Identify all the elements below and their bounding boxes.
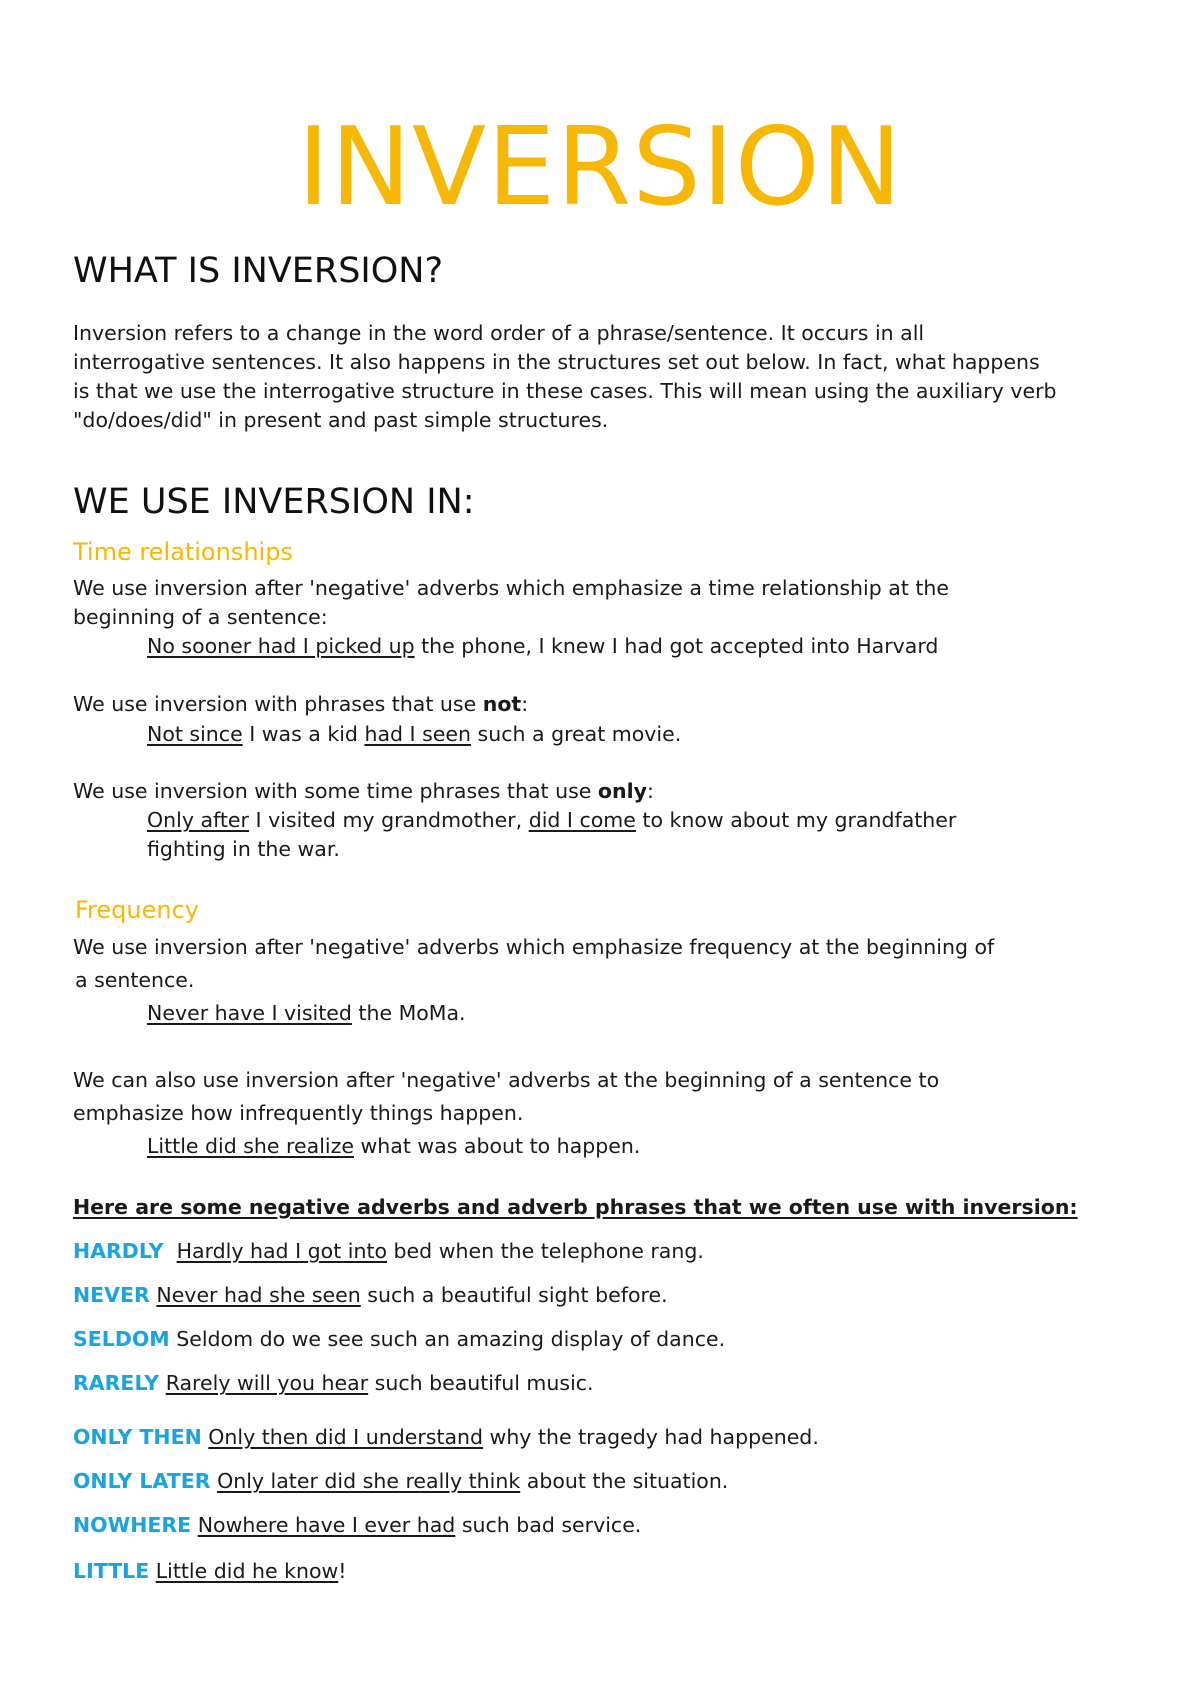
example-rest: such a great movie. xyxy=(471,722,682,746)
time-intro-line-1: We use inversion after 'negative' adverbs which emphasize a time relationship at the xyxy=(73,576,950,600)
freq-intro-line-1: We use inversion after 'negative' adverbs which emphasize frequency at the beginning of xyxy=(73,935,995,959)
inverted-phrase: did I come xyxy=(528,808,636,832)
not-keyword: not xyxy=(482,692,522,716)
adverb-row xyxy=(73,1237,704,1266)
inverted-phrase: Never had she seen xyxy=(156,1283,361,1307)
frequency-heading: Frequency xyxy=(75,896,199,924)
time-example-1 xyxy=(147,632,938,661)
inverted-phrase: Rarely will you hear xyxy=(165,1371,369,1395)
freq-example-2 xyxy=(147,1132,640,1161)
time-example-2 xyxy=(147,720,681,749)
example-rest: ! xyxy=(338,1559,347,1583)
freq-intro-line-2: a sentence. xyxy=(75,968,195,992)
time-example-3-line-2: fighting in the war. xyxy=(147,837,340,861)
only-intro xyxy=(73,777,654,806)
adverb-keyword: RARELY xyxy=(73,1371,160,1395)
inverted-phrase: Little did she realize xyxy=(147,1134,354,1158)
only-keyword: only xyxy=(597,779,647,803)
example-mid: I was a kid xyxy=(242,722,365,746)
adverb-keyword: ONLY LATER xyxy=(73,1469,211,1493)
example-rest: why the tragedy had happened. xyxy=(483,1425,819,1449)
adverb-row xyxy=(73,1423,819,1452)
only-intro-text: We use inversion with some time phrases that use xyxy=(73,779,598,803)
adverb-row xyxy=(73,1557,347,1586)
example-rest: about the situation. xyxy=(520,1469,729,1493)
example-rest: such beautiful music. xyxy=(368,1371,594,1395)
freq-example-1 xyxy=(147,999,466,1028)
adverb-separator xyxy=(164,1239,177,1263)
example-rest: to know about my grandfather xyxy=(635,808,957,832)
not-intro-text: We use inversion with phrases that use xyxy=(73,692,483,716)
inverted-phrase: Never have I visited xyxy=(147,1001,352,1025)
freq-intro2-line-2: emphasize how infrequently things happen. xyxy=(73,1101,524,1125)
inverted-phrase: No sooner had I picked up xyxy=(147,634,415,658)
adverb-keyword: NOWHERE xyxy=(73,1513,192,1537)
inverted-phrase: Only then did I understand xyxy=(208,1425,484,1449)
only-intro-colon: : xyxy=(646,779,654,803)
inverted-phrase: Not since xyxy=(147,722,243,746)
what-line-1: Inversion refers to a change in the word order of a phrase/sentence. It occurs in all xyxy=(73,321,925,345)
adverb-keyword: ONLY THEN xyxy=(73,1425,202,1449)
adverb-row xyxy=(73,1281,668,1310)
adverbs-heading: Here are some negative adverbs and adverb phrases that we often use with inversion: xyxy=(73,1195,1078,1219)
adverb-row xyxy=(73,1467,728,1496)
what-heading: WHAT IS INVERSION? xyxy=(73,251,444,291)
time-intro-line-2: beginning of a sentence: xyxy=(73,605,328,629)
example-rest: the MoMa. xyxy=(351,1001,466,1025)
example-rest: Seldom do we see such an amazing display of dance. xyxy=(176,1327,726,1351)
page-title: INVERSION xyxy=(297,105,903,230)
time-example-3 xyxy=(147,806,956,835)
what-line-4: "do/does/did" in present and past simple structures. xyxy=(73,408,609,432)
not-intro xyxy=(73,690,528,719)
inverted-phrase: Hardly had I got into xyxy=(176,1239,388,1263)
what-line-3: is that we use the interrogative structure in these cases. This will mean using the auxiliary verb xyxy=(73,379,1057,403)
example-rest: the phone, I knew I had got accepted into Harvard xyxy=(414,634,939,658)
not-intro-colon: : xyxy=(521,692,529,716)
inverted-phrase: Little did he know xyxy=(155,1559,339,1583)
use-heading: WE USE INVERSION IN: xyxy=(73,482,475,522)
inverted-phrase: Only after xyxy=(147,808,249,832)
example-rest: such bad service. xyxy=(455,1513,642,1537)
adverb-keyword: LITTLE xyxy=(73,1559,150,1583)
example-rest: bed when the telephone rang. xyxy=(387,1239,704,1263)
what-line-2: interrogative sentences. It also happens in the structures set out below. In fact, what happens xyxy=(73,350,1040,374)
adverb-row xyxy=(73,1325,725,1354)
freq-intro2-line-1: We can also use inversion after 'negative' adverbs at the beginning of a sentence to xyxy=(73,1068,940,1092)
adverb-keyword: NEVER xyxy=(73,1283,150,1307)
example-rest: such a beautiful sight before. xyxy=(360,1283,668,1307)
inverted-phrase: had I seen xyxy=(364,722,472,746)
adverb-keyword: SELDOM xyxy=(73,1327,170,1351)
adverb-keyword: HARDLY xyxy=(73,1239,164,1263)
inverted-phrase: Nowhere have I ever had xyxy=(197,1513,456,1537)
inverted-phrase: Only later did she really think xyxy=(217,1469,521,1493)
example-mid: I visited my grandmother, xyxy=(248,808,529,832)
time-heading: Time relationships xyxy=(73,538,293,566)
example-rest: what was about to happen. xyxy=(353,1134,641,1158)
adverb-row xyxy=(73,1511,641,1540)
adverb-row xyxy=(73,1369,594,1398)
